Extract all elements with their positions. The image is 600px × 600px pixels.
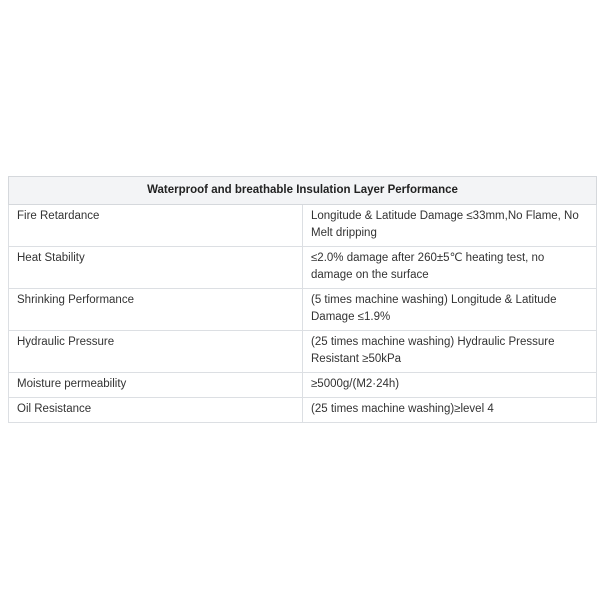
table-header-row (9, 177, 597, 205)
property-cell: Moisture permeability (9, 373, 303, 398)
value-cell: ≥5000g/(M2·24h) (303, 373, 597, 398)
value-cell: Longitude & Latitude Damage ≤33mm,No Flame, No Melt dripping (303, 205, 597, 247)
value-cell: (25 times machine washing)≥level 4 (303, 398, 597, 423)
property-cell: Hydraulic Pressure (9, 331, 303, 373)
table-row (9, 331, 597, 373)
performance-table-container (8, 176, 597, 423)
table-row (9, 205, 597, 247)
table-row (9, 373, 597, 398)
value-cell: (5 times machine washing) Longitude & Latitude Damage ≤1.9% (303, 289, 597, 331)
property-cell: Heat Stability (9, 247, 303, 289)
table-row (9, 398, 597, 423)
value-cell: ≤2.0% damage after 260±5℃ heating test, no damage on the surface (303, 247, 597, 289)
property-cell: Shrinking Performance (9, 289, 303, 331)
table-row (9, 289, 597, 331)
property-cell: Fire Retardance (9, 205, 303, 247)
value-cell: (25 times machine washing) Hydraulic Pressure Resistant ≥50kPa (303, 331, 597, 373)
table-title: Waterproof and breathable Insulation Layer Performance (9, 177, 597, 205)
table-row (9, 247, 597, 289)
property-cell: Oil Resistance (9, 398, 303, 423)
performance-table (8, 176, 597, 423)
